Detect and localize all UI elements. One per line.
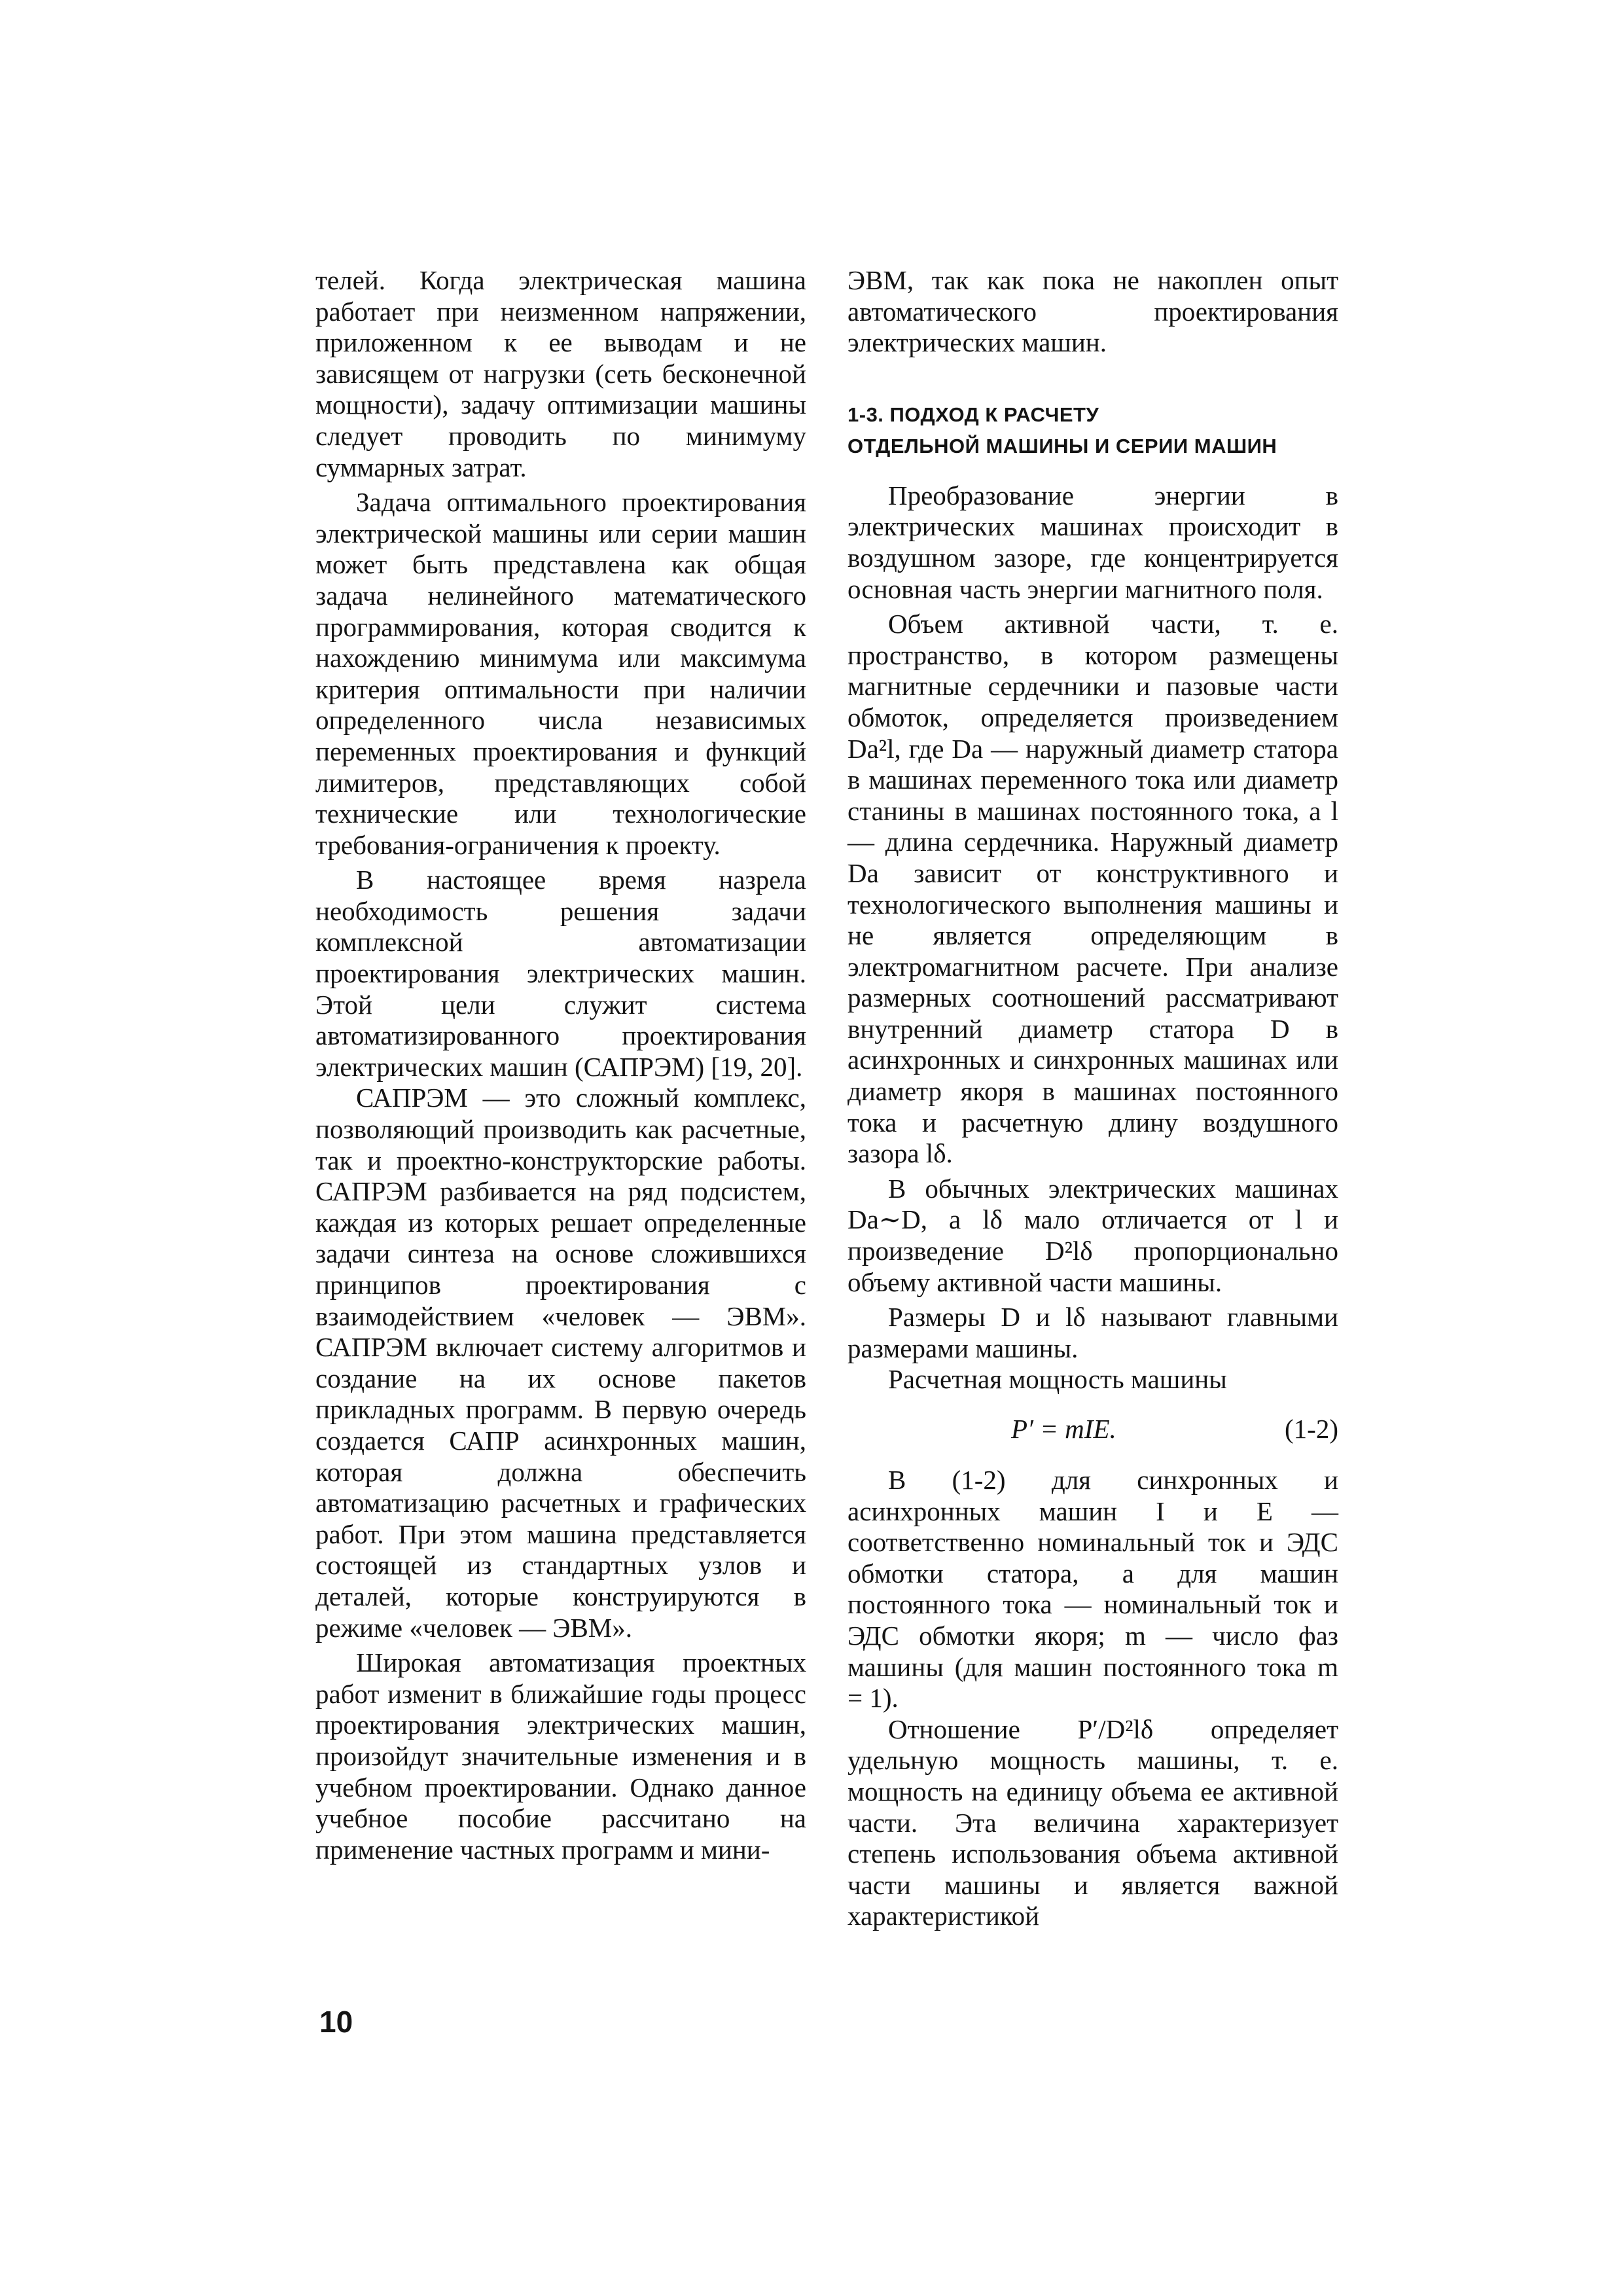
paragraph: САПРЭМ — это сложный комплекс, позволяющий производить как расчетные, так и проектно-конструкторские работы. САПРЭМ разбивается на ряд подсистем, каждая из которых решает определенные задачи синтеза на основе сложившихся принципов проектирования с взаимодействием «человек — ЭВМ». САПРЭМ включает систему алгоритмов и создание на их основе пакетов прикладных программ. В первую очередь создается САПР асинхронных машин, которая должна обеспечить автоматизацию расчетных и графических работ. При этом машина представляется состоящей из стандартных узлов и деталей, которые конструируются в режиме «человек — ЭВМ». (315, 1083, 806, 1643)
paragraph: В (1-2) для синхронных и асинхронных машин I и E — соответственно номинальный ток и ЭДС обмотки статора, а для машин постоянного тока — номинальный ток и ЭДС обмотки якоря; m — число фаз машины (для машин постоянного тока m = 1). (847, 1465, 1338, 1713)
paragraph: Отношение P′/D²lδ определяет удельную мощность машины, т. е. мощность на единицу объема ее активной части. Эта величина характеризует степень использования объема активной части машины и является важной характеристикой (847, 1713, 1338, 1931)
paragraph: Объем активной части, т. е. пространство, в котором размещены магнитные сердечники и пазовые части обмоток, определяется произведением Da²l, где Da — наружный диаметр статора в машинах переменного тока или диаметр станины в машинах постоянного тока, а l — длина сердечника. Наружный диаметр Da зависит от конструктивного и технологического выполнения машины и не является определяющим в электромагнитном расчете. При анализе размерных соотношений рассматривают внутренний диаметр статора D в асинхронных и синхронных машинах или диаметр якоря в машинах постоянного тока и расчетную длину воздушного зазора lδ. (847, 609, 1338, 1169)
paragraph: ЭВМ, так как пока не накоплен опыт автоматического проектирования электрических машин. (847, 265, 1338, 358)
paragraph: Задача оптимального проектирования электрической машины или серии машин может быть представлена как общая задача нелинейного математического программирования, которая сводится к нахождению минимума или максимума критерия оптимальности при наличии определенного числа независимых переменных проектирования и функций лимитеров, представляющих собой технические или технологические требования-ограничения к проекту. (315, 487, 806, 860)
paragraph: Расчетная мощность машины (888, 1364, 1227, 1395)
left-column (315, 265, 806, 1865)
paragraph: телей. Когда электрическая машина работает при неизменном напряжении, приложенном к ее выводам и не зависящем от нагрузки (сеть бесконечной мощности), задачу оптимизации машины следует проводить по минимуму суммарных затрат. (315, 265, 806, 482)
formula-number: (1-2) (1285, 1414, 1338, 1444)
paragraph: В настоящее время назрела необходимость решения задачи комплексной автоматизации проектирования электрических машин. Этой цели служит система автоматизированного проектирования электрических машин (САПРЭМ) [19, 20]. (315, 865, 806, 1082)
section-heading-line: 1-3. ПОДХОД К РАСЧЕТУ (847, 403, 1099, 426)
section-heading-line: ОТДЕЛЬНОЙ МАШИНЫ И СЕРИИ МАШИН (847, 434, 1277, 457)
right-column (847, 265, 1338, 1932)
page-number: 10 (319, 2005, 353, 2039)
paragraph: Широкая автоматизация проектных работ изменит в ближайшие годы процесс проектирования электрических машин, произойдут значительные изменения и в учебном проектировании. Однако данное учебное пособие рассчитано на применение частных программ и мини- (315, 1647, 806, 1865)
paragraph: Преобразование энергии в электрических машинах происходит в воздушном зазоре, где концентрируется основная часть энергии магнитного поля. (847, 480, 1338, 604)
formula-expression: P′ = mIE. (1011, 1414, 1116, 1444)
formula (847, 1414, 1338, 1445)
paragraph: В обычных электрических машинах Da∼D, а lδ мало отличается от l и произведение D²lδ пропорционально объему активной части машины. (847, 1173, 1338, 1297)
section-heading (847, 399, 1338, 462)
paragraph: Размеры D и lδ называют главными размерами машины. (847, 1302, 1338, 1363)
